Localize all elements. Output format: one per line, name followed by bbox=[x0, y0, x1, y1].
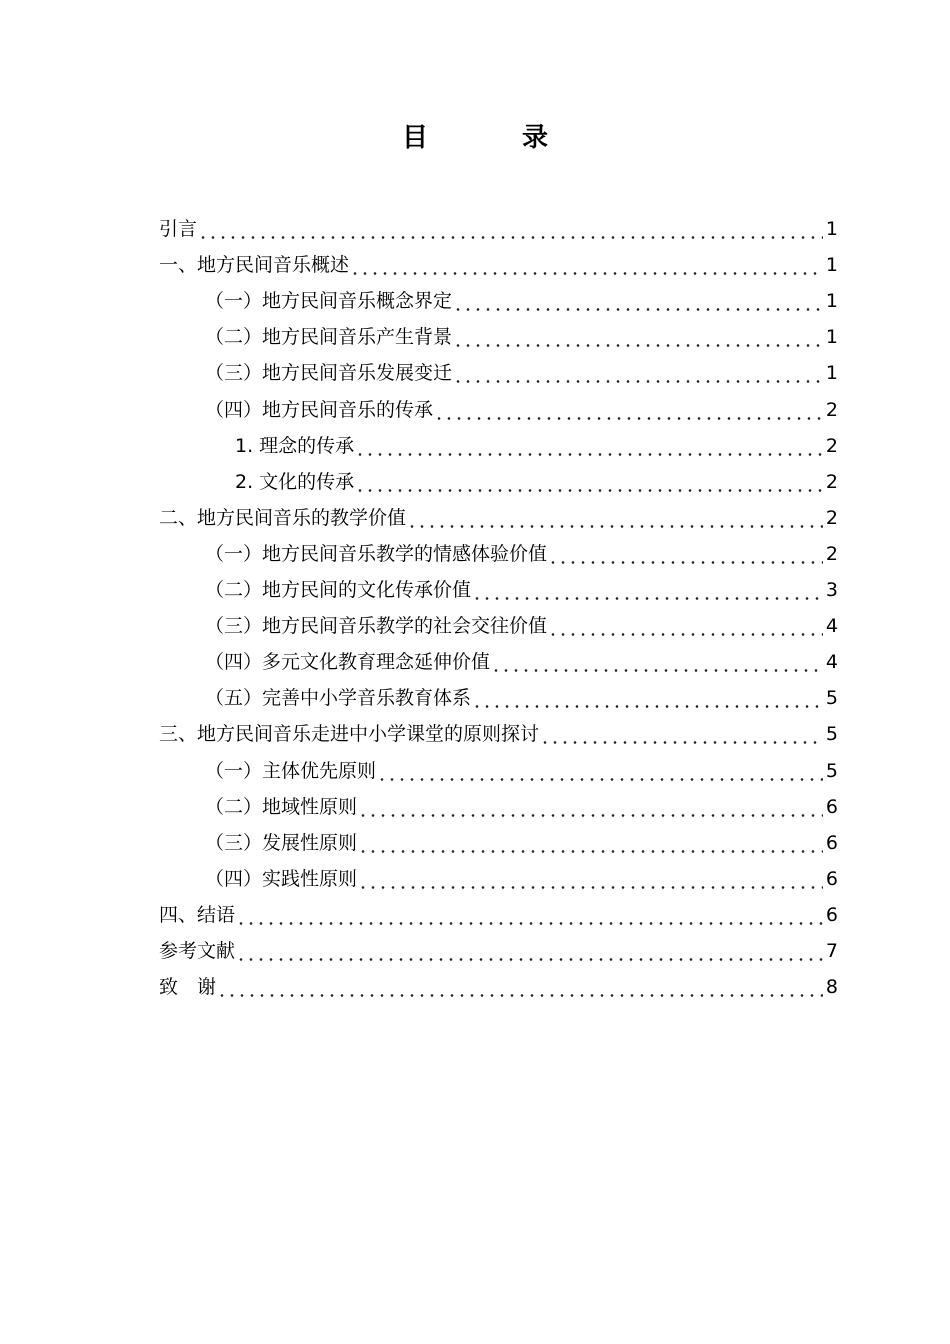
toc-dot-leader bbox=[407, 504, 823, 532]
toc-entry-label: 二、地方民间音乐的教学价值 bbox=[159, 506, 407, 529]
toc-entry bbox=[159, 712, 838, 748]
toc-entry-label: （一）地方民间音乐概念界定 bbox=[205, 290, 453, 313]
toc-entry bbox=[159, 748, 838, 784]
toc-entry bbox=[159, 315, 838, 351]
toc-page-number: 2 bbox=[825, 542, 838, 565]
toc-dot-leader bbox=[548, 612, 823, 640]
toc-page-number: 8 bbox=[825, 976, 838, 999]
toc-dot-leader bbox=[236, 901, 823, 929]
toc-page-number: 6 bbox=[825, 795, 838, 818]
toc-page-number: 2 bbox=[825, 434, 838, 457]
toc-dot-leader bbox=[434, 396, 823, 424]
toc-page-number: 5 bbox=[825, 723, 838, 746]
toc-page-number: 6 bbox=[825, 831, 838, 854]
toc-dot-leader bbox=[472, 684, 823, 712]
toc-entry bbox=[159, 496, 838, 532]
toc-entry-label: 2. 文化的传承 bbox=[235, 470, 355, 493]
toc-dot-leader bbox=[198, 215, 823, 243]
toc-dot-leader bbox=[350, 251, 823, 279]
toc-entry bbox=[159, 279, 838, 315]
toc-entry-label: （三）发展性原则 bbox=[205, 831, 358, 854]
toc-entry bbox=[159, 387, 838, 423]
toc-dot-leader bbox=[453, 287, 823, 315]
toc-page-number: 1 bbox=[825, 326, 838, 349]
toc-entry-label: 一、地方民间音乐概述 bbox=[159, 254, 350, 277]
toc-entry bbox=[159, 676, 838, 712]
toc-entry-label: （二）地方民间音乐产生背景 bbox=[205, 326, 453, 349]
toc-entry bbox=[159, 785, 838, 821]
toc-page-number: 5 bbox=[825, 759, 838, 782]
toc-page-number: 2 bbox=[825, 506, 838, 529]
toc-entry bbox=[159, 207, 838, 243]
toc-entry-label: 引言 bbox=[159, 218, 198, 241]
toc-entry bbox=[159, 351, 838, 387]
toc-dot-leader bbox=[453, 323, 823, 351]
toc-entry bbox=[159, 640, 838, 676]
toc-entry bbox=[159, 821, 838, 857]
toc-dot-leader bbox=[491, 648, 823, 676]
toc-dot-leader bbox=[540, 720, 823, 748]
toc-dot-leader bbox=[358, 865, 823, 893]
toc-page-number: 6 bbox=[825, 903, 838, 926]
toc-page-number: 1 bbox=[825, 362, 838, 385]
toc-page-number: 4 bbox=[825, 651, 838, 674]
toc-entry-label: （五）完善中小学音乐教育体系 bbox=[205, 687, 472, 710]
toc-page-number: 2 bbox=[825, 470, 838, 493]
toc-entry-label: 三、地方民间音乐走进中小学课堂的原则探讨 bbox=[159, 723, 540, 746]
toc-page-number: 3 bbox=[825, 579, 838, 602]
toc-entry-label: （四）多元文化教育理念延伸价值 bbox=[205, 651, 491, 674]
toc-dot-leader bbox=[355, 432, 823, 460]
toc-entry-label: （三）地方民间音乐教学的社会交往价值 bbox=[205, 615, 548, 638]
toc-entry bbox=[159, 929, 838, 965]
page-title: 目 录 bbox=[401, 123, 582, 153]
toc-entry-label: 致 谢 bbox=[159, 976, 217, 999]
toc-entry bbox=[159, 460, 838, 496]
toc-entry-label: 参考文献 bbox=[159, 939, 236, 962]
toc-dot-leader bbox=[548, 540, 823, 568]
toc-entry bbox=[159, 243, 838, 279]
toc-dot-leader bbox=[358, 793, 823, 821]
toc-page-number: 4 bbox=[825, 615, 838, 638]
toc-page-number: 6 bbox=[825, 867, 838, 890]
toc-entry bbox=[159, 532, 838, 568]
toc-dot-leader bbox=[377, 757, 823, 785]
toc-entry-label: （二）地域性原则 bbox=[205, 795, 358, 818]
toc-entry-label: 1. 理念的传承 bbox=[235, 434, 355, 457]
toc-dot-leader bbox=[472, 576, 823, 604]
toc-dot-leader bbox=[236, 937, 823, 965]
toc-dot-leader bbox=[453, 359, 823, 387]
toc-dot-leader bbox=[355, 468, 823, 496]
toc-entry-label: 四、结语 bbox=[159, 903, 236, 926]
toc-dot-leader bbox=[217, 973, 823, 1001]
toc-dot-leader bbox=[358, 829, 823, 857]
table-of-contents bbox=[159, 207, 838, 1001]
toc-entry bbox=[159, 568, 838, 604]
toc-entry bbox=[159, 893, 838, 929]
toc-page-number: 5 bbox=[825, 687, 838, 710]
toc-entry-label: （一）地方民间音乐教学的情感体验价值 bbox=[205, 542, 548, 565]
toc-entry-label: （四）地方民间音乐的传承 bbox=[205, 398, 434, 421]
toc-entry bbox=[159, 424, 838, 460]
toc-page-number: 1 bbox=[825, 290, 838, 313]
toc-page-number: 7 bbox=[825, 939, 838, 962]
toc-page-number: 1 bbox=[825, 254, 838, 277]
toc-entry-label: （三）地方民间音乐发展变迁 bbox=[205, 362, 453, 385]
toc-entry bbox=[159, 965, 838, 1001]
toc-entry bbox=[159, 857, 838, 893]
toc-entry bbox=[159, 604, 838, 640]
toc-page-number: 1 bbox=[825, 218, 838, 241]
toc-page-number: 2 bbox=[825, 398, 838, 421]
toc-entry-label: （二）地方民间的文化传承价值 bbox=[205, 579, 472, 602]
toc-entry-label: （一）主体优先原则 bbox=[205, 759, 377, 782]
toc-entry-label: （四）实践性原则 bbox=[205, 867, 358, 890]
